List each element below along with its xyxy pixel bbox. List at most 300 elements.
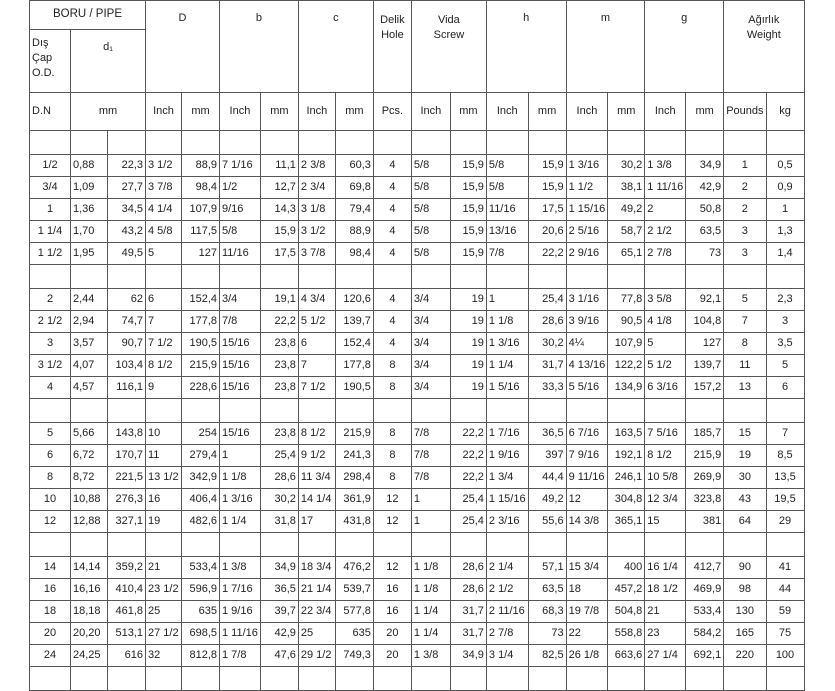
table-cell: 0,88 — [71, 155, 108, 177]
spacer-cell — [645, 265, 686, 289]
table-cell: 20,6 — [528, 221, 566, 243]
spacer-cell — [108, 131, 146, 155]
table-cell: 74,7 — [108, 311, 146, 333]
table-cell: 19 — [450, 289, 486, 311]
table-cell: 2 1/2 — [30, 311, 71, 333]
table-cell: 15/16 — [220, 355, 261, 377]
table-cell: 412,7 — [686, 557, 724, 579]
table-cell: 1 7/16 — [220, 579, 261, 601]
table-row — [30, 243, 805, 265]
table-cell: 163,5 — [608, 423, 645, 445]
table-cell: 39,7 — [260, 601, 298, 623]
spacer-cell — [335, 667, 373, 691]
table-cell: 7 5/16 — [645, 423, 686, 445]
table-cell: 15 — [724, 423, 766, 445]
spacer-cell — [373, 399, 411, 423]
table-cell: 4 — [30, 377, 71, 399]
table-cell: 1 1/8 — [411, 579, 450, 601]
unit-cell: Inch — [146, 93, 182, 131]
spacer-cell — [373, 667, 411, 691]
spacer-cell — [411, 399, 450, 423]
table-cell: 34,9 — [450, 645, 486, 667]
table-cell: 2 1/2 — [486, 579, 528, 601]
table-cell: 127 — [686, 333, 724, 355]
table-cell: 152,4 — [335, 333, 373, 355]
table-cell: 13/16 — [486, 221, 528, 243]
table-cell: 3 — [30, 333, 71, 355]
unit-cell: Inch — [645, 93, 686, 131]
table-cell: 361,9 — [335, 489, 373, 511]
spacer-cell — [220, 131, 261, 155]
table-cell: 220 — [724, 645, 766, 667]
table-cell: 170,7 — [108, 445, 146, 467]
spacer-cell — [220, 667, 261, 691]
table-cell: 1/2 — [30, 155, 71, 177]
spacer-cell — [260, 399, 298, 423]
table-cell: 9 1/2 — [298, 445, 335, 467]
unit-cell: Inch — [220, 93, 261, 131]
table-cell: 82,5 — [528, 645, 566, 667]
table-cell: 400 — [608, 557, 645, 579]
spacer-cell — [220, 265, 261, 289]
table-cell: 21 — [146, 557, 182, 579]
table-cell: 2 5/16 — [566, 221, 608, 243]
table-cell: 4 — [373, 333, 411, 355]
table-row — [30, 155, 805, 177]
spacer-cell — [686, 667, 724, 691]
table-row — [30, 289, 805, 311]
spacer-cell — [486, 131, 528, 155]
table-cell: 12 3/4 — [645, 489, 686, 511]
table-cell: 4 — [373, 155, 411, 177]
table-cell: 92,1 — [686, 289, 724, 311]
table-cell: 4,57 — [71, 377, 108, 399]
table-cell: 9/16 — [220, 199, 261, 221]
table-cell: 15,9 — [528, 177, 566, 199]
spacer-cell — [298, 533, 335, 557]
table-cell: 596,9 — [182, 579, 220, 601]
spacer-cell — [686, 533, 724, 557]
spacer-cell — [108, 399, 146, 423]
table-cell: 15/16 — [220, 333, 261, 355]
table-cell: 139,7 — [686, 355, 724, 377]
spacer-cell — [298, 667, 335, 691]
table-cell: 8 — [373, 355, 411, 377]
spacer-cell — [182, 667, 220, 691]
table-cell: 1 — [220, 445, 261, 467]
table-cell: 1,70 — [71, 221, 108, 243]
table-cell: 2,44 — [71, 289, 108, 311]
table-cell: 6 — [146, 289, 182, 311]
table-cell: 6 — [766, 377, 804, 399]
table-cell: 165 — [724, 623, 766, 645]
table-cell: 18 — [30, 601, 71, 623]
table-cell: 23 — [645, 623, 686, 645]
table-cell: 120,6 — [335, 289, 373, 311]
table-row — [30, 601, 805, 623]
table-cell: 31,7 — [450, 623, 486, 645]
spacer-cell — [411, 131, 450, 155]
table-cell: 3 — [724, 221, 766, 243]
table-cell: 1 1/4 — [30, 221, 71, 243]
table-cell: 1 11/16 — [220, 623, 261, 645]
table-cell: 1 — [724, 155, 766, 177]
table-cell: 23,8 — [260, 423, 298, 445]
table-cell: 23 1/2 — [146, 579, 182, 601]
table-cell: 15,9 — [450, 199, 486, 221]
spacer-cell — [108, 533, 146, 557]
table-cell: 90,7 — [108, 333, 146, 355]
spacer-cell — [766, 667, 804, 691]
spacer-cell — [71, 131, 108, 155]
table-cell: 1 1/4 — [411, 601, 450, 623]
table-cell: 461,8 — [108, 601, 146, 623]
table-cell: 25,4 — [450, 511, 486, 533]
spacer-cell — [411, 667, 450, 691]
spacer-cell — [298, 131, 335, 155]
table-cell: 30,2 — [528, 333, 566, 355]
table-cell: 4 — [373, 311, 411, 333]
table-cell: 127 — [182, 243, 220, 265]
table-cell: 12 — [566, 489, 608, 511]
table-cell: 3/4 — [411, 311, 450, 333]
table-cell: 134,9 — [608, 377, 645, 399]
table-cell: 3 1/2 — [298, 221, 335, 243]
table-cell: 26 1/8 — [566, 645, 608, 667]
table-cell: 3,57 — [71, 333, 108, 355]
table-cell: 22,2 — [450, 423, 486, 445]
spacer-cell — [528, 399, 566, 423]
spacer-cell — [486, 399, 528, 423]
spacer-cell — [260, 265, 298, 289]
table-cell: 8 1/2 — [298, 423, 335, 445]
table-cell: 5/8 — [411, 177, 450, 199]
table-cell: 215,9 — [686, 445, 724, 467]
spacer-row — [30, 399, 805, 423]
table-cell: 17,5 — [260, 243, 298, 265]
spacer-cell — [724, 265, 766, 289]
table-cell: 104,8 — [686, 311, 724, 333]
table-cell: 228,6 — [182, 377, 220, 399]
table-cell: 1 — [411, 489, 450, 511]
col-header-m: m — [566, 1, 645, 93]
table-cell: 1,36 — [71, 199, 108, 221]
table-cell: 21 — [645, 601, 686, 623]
table-cell: 31,8 — [260, 511, 298, 533]
od-label-1: Dış — [32, 37, 49, 49]
table-cell: 12 — [373, 557, 411, 579]
table-cell: 4,07 — [71, 355, 108, 377]
table-row — [30, 511, 805, 533]
table-cell: 157,2 — [686, 377, 724, 399]
table-cell: 2 3/16 — [486, 511, 528, 533]
spacer-cell — [608, 667, 645, 691]
table-cell: 30 — [724, 467, 766, 489]
od-label-3: O.D. — [32, 66, 55, 79]
table-cell: 539,7 — [335, 579, 373, 601]
table-cell: 342,9 — [182, 467, 220, 489]
table-cell: 23,8 — [260, 333, 298, 355]
table-cell: 9 11/16 — [566, 467, 608, 489]
table-cell: 59 — [766, 601, 804, 623]
table-cell: 4 1/8 — [645, 311, 686, 333]
spacer-cell — [608, 399, 645, 423]
table-cell: 513,1 — [108, 623, 146, 645]
table-cell: 304,8 — [608, 489, 645, 511]
table-cell: 34,5 — [108, 199, 146, 221]
table-cell: 62 — [108, 289, 146, 311]
table-cell: 5 1/2 — [298, 311, 335, 333]
table-cell: 7/8 — [411, 467, 450, 489]
table-cell: 3 1/8 — [298, 199, 335, 221]
spacer-cell — [182, 131, 220, 155]
table-cell: 16 — [146, 489, 182, 511]
table-cell: 8 1/2 — [645, 445, 686, 467]
table-cell: 4 3/4 — [298, 289, 335, 311]
table-cell: 4 1/4 — [146, 199, 182, 221]
table-cell: 11,1 — [260, 155, 298, 177]
table-cell: 7 1/2 — [298, 377, 335, 399]
table-cell: 3 1/16 — [566, 289, 608, 311]
table-row — [30, 355, 805, 377]
table-cell: 4 — [373, 289, 411, 311]
table-cell: 5 — [724, 289, 766, 311]
table-cell: 22 — [566, 623, 608, 645]
table-cell: 8 — [724, 333, 766, 355]
table-cell: 20 — [30, 623, 71, 645]
table-cell: 1 15/16 — [566, 199, 608, 221]
spacer-cell — [724, 131, 766, 155]
table-cell: 19 7/8 — [566, 601, 608, 623]
table-cell: 49,5 — [108, 243, 146, 265]
table-cell: 2 — [724, 177, 766, 199]
table-cell: 16,16 — [71, 579, 108, 601]
unit-cell: mm — [608, 93, 645, 131]
spacer-cell — [71, 265, 108, 289]
spacer-cell — [566, 667, 608, 691]
table-cell: 2 3/4 — [298, 177, 335, 199]
table-cell: 8 — [373, 423, 411, 445]
table-cell: 3,5 — [766, 333, 804, 355]
table-cell: 49,2 — [528, 489, 566, 511]
table-cell: 22,3 — [108, 155, 146, 177]
table-cell: 98 — [724, 579, 766, 601]
table-cell: 1,4 — [766, 243, 804, 265]
table-cell: 5,66 — [71, 423, 108, 445]
spacer-cell — [486, 667, 528, 691]
table-cell: 1,09 — [71, 177, 108, 199]
table-cell: 23,8 — [260, 377, 298, 399]
unit-cell: mm — [182, 93, 220, 131]
table-cell: 41 — [766, 557, 804, 579]
spacer-cell — [411, 533, 450, 557]
table-cell: 10 — [146, 423, 182, 445]
table-cell: 1 3/8 — [645, 155, 686, 177]
table-cell: 73 — [528, 623, 566, 645]
table-cell: 11/16 — [486, 199, 528, 221]
table-cell: 4 — [373, 243, 411, 265]
table-cell: 38,1 — [608, 177, 645, 199]
table-cell: 5 — [30, 423, 71, 445]
table-row — [30, 579, 805, 601]
table-cell: 10 — [30, 489, 71, 511]
spacer-cell — [260, 131, 298, 155]
spacer-cell — [724, 533, 766, 557]
table-cell: 58,7 — [608, 221, 645, 243]
table-cell: 6,72 — [71, 445, 108, 467]
table-cell: 1 7/16 — [486, 423, 528, 445]
table-cell: 36,5 — [528, 423, 566, 445]
spacer-cell — [146, 131, 182, 155]
table-cell: 28,6 — [260, 467, 298, 489]
table-cell: 1 3/8 — [411, 645, 450, 667]
table-cell: 431,8 — [335, 511, 373, 533]
table-cell: 1 11/16 — [645, 177, 686, 199]
table-cell: 88,9 — [335, 221, 373, 243]
table-cell: 152,4 — [182, 289, 220, 311]
table-row — [30, 557, 805, 579]
table-cell: 584,2 — [686, 623, 724, 645]
table-cell: 11 3/4 — [298, 467, 335, 489]
spacer-cell — [566, 131, 608, 155]
table-cell: 15 — [645, 511, 686, 533]
table-cell: 6 — [30, 445, 71, 467]
table-cell: 482,6 — [182, 511, 220, 533]
table-row — [30, 221, 805, 243]
unit-cell: mm — [335, 93, 373, 131]
table-cell: 812,8 — [182, 645, 220, 667]
table-cell: 5/8 — [486, 177, 528, 199]
table-cell: 20 — [373, 645, 411, 667]
table-cell: 2,94 — [71, 311, 108, 333]
table-cell: 246,1 — [608, 467, 645, 489]
spacer-cell — [486, 265, 528, 289]
col-header-b: b — [220, 1, 299, 93]
table-cell: 241,3 — [335, 445, 373, 467]
table-cell: 276,3 — [108, 489, 146, 511]
table-cell: 221,5 — [108, 467, 146, 489]
table-row — [30, 467, 805, 489]
table-cell: 1 1/2 — [30, 243, 71, 265]
table-cell: 8 — [373, 377, 411, 399]
table-row — [30, 623, 805, 645]
table-cell: 16 — [373, 601, 411, 623]
table-cell: 3 5/8 — [645, 289, 686, 311]
table-cell: 406,4 — [182, 489, 220, 511]
spacer-cell — [724, 399, 766, 423]
spacer-cell — [146, 399, 182, 423]
spacer-cell — [528, 131, 566, 155]
table-cell: 19 — [450, 377, 486, 399]
table-cell: 47,6 — [260, 645, 298, 667]
col-header-od — [30, 30, 71, 93]
table-cell: 14,3 — [260, 199, 298, 221]
spacer-cell — [450, 399, 486, 423]
table-cell: 20 — [373, 623, 411, 645]
table-cell: 4 — [373, 221, 411, 243]
table-cell: 457,2 — [608, 579, 645, 601]
table-cell: 177,8 — [182, 311, 220, 333]
table-cell: 117,5 — [182, 221, 220, 243]
spacer-cell — [146, 265, 182, 289]
unit-cell: Inch — [298, 93, 335, 131]
table-row — [30, 333, 805, 355]
table-cell: 663,6 — [608, 645, 645, 667]
table-cell: 1,95 — [71, 243, 108, 265]
table-cell: 1/2 — [220, 177, 261, 199]
table-cell: 3/4 — [411, 355, 450, 377]
table-cell: 1 3/16 — [486, 333, 528, 355]
table-cell: 0,5 — [766, 155, 804, 177]
table-cell: 3 1/2 — [146, 155, 182, 177]
table-cell: 19 — [724, 445, 766, 467]
table-cell: 28,6 — [450, 579, 486, 601]
spacer-cell — [766, 265, 804, 289]
unit-row — [30, 93, 805, 131]
table-cell: 6 3/16 — [645, 377, 686, 399]
spacer-cell — [30, 533, 71, 557]
col-header-h: h — [486, 1, 566, 93]
unit-cell: kg — [766, 93, 804, 131]
table-cell: 16 — [373, 579, 411, 601]
table-cell: 469,9 — [686, 579, 724, 601]
table-cell: 75 — [766, 623, 804, 645]
table-cell: 22,2 — [528, 243, 566, 265]
table-cell: 476,2 — [335, 557, 373, 579]
table-cell: 1 5/16 — [486, 377, 528, 399]
table-cell: 5/8 — [486, 155, 528, 177]
unit-cell: mm — [450, 93, 486, 131]
table-cell: 4 5/8 — [146, 221, 182, 243]
table-cell: 1 3/8 — [220, 557, 261, 579]
spacer-row — [30, 533, 805, 557]
spacer-cell — [298, 399, 335, 423]
spacer-cell — [108, 265, 146, 289]
table-cell: 18 3/4 — [298, 557, 335, 579]
unit-cell: Pounds — [724, 93, 766, 131]
table-cell: 1 1/4 — [411, 623, 450, 645]
spacer-cell — [608, 265, 645, 289]
table-cell: 14 1/4 — [298, 489, 335, 511]
table-cell: 8 — [373, 445, 411, 467]
spacer-cell — [566, 399, 608, 423]
table-cell: 77,8 — [608, 289, 645, 311]
table-cell: 3 — [724, 243, 766, 265]
spacer-cell — [608, 131, 645, 155]
table-cell: 5/8 — [411, 199, 450, 221]
table-cell: 5/8 — [411, 221, 450, 243]
table-cell: 2 — [724, 199, 766, 221]
spacer-cell — [220, 533, 261, 557]
spacer-cell — [411, 265, 450, 289]
table-cell: 1 1/4 — [486, 355, 528, 377]
table-cell: 10 5/8 — [645, 467, 686, 489]
table-cell: 504,8 — [608, 601, 645, 623]
table-cell: 1 1/2 — [566, 177, 608, 199]
table-cell: 130 — [724, 601, 766, 623]
table-row — [30, 199, 805, 221]
table-cell: 254 — [182, 423, 220, 445]
table-cell: 16 — [30, 579, 71, 601]
unit-cell: Inch — [411, 93, 450, 131]
spacer-cell — [373, 265, 411, 289]
col-header-screw — [411, 1, 486, 93]
flange-dimension-table-wrapper — [29, 0, 805, 691]
table-cell: 1 — [30, 199, 71, 221]
table-cell: 22,2 — [450, 445, 486, 467]
table-cell: 63,5 — [528, 579, 566, 601]
table-cell: 1 — [411, 511, 450, 533]
